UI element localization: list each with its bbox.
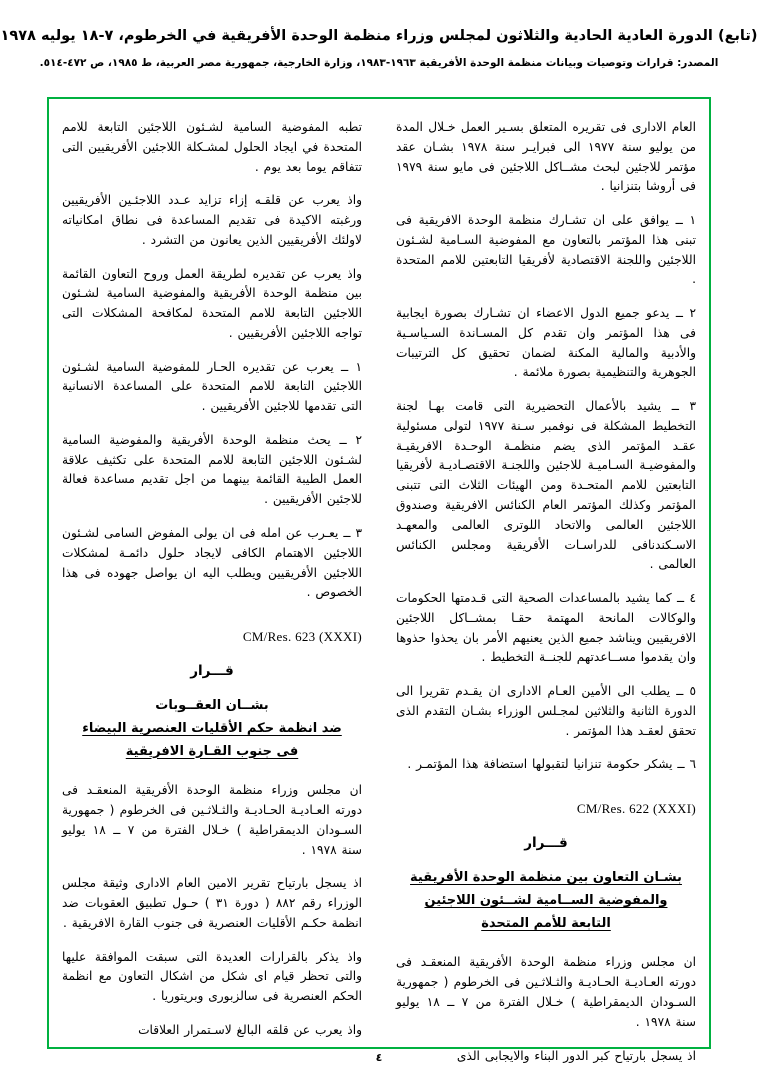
resolution-id: CM/Res. 623 (XXXI) — [242, 629, 362, 645]
paragraph: واذ يعرب عن قلقه البالغ لاسـتمرار العلاقات — [138, 1022, 362, 1037]
paragraph: ٢ ــ يحث منظمة الوحدة الأفريقية والمفوضية السامية لشـئون اللاجئين التابعة للامم المتحدة على تكثيف علاقة العمل الطيبة القائمة بينهما من اجل تقديم مساعدة فعالة للاجئين الأفريقيين . — [62, 432, 362, 507]
resolution-id: CM/Res. 622 (XXXI) — [576, 801, 696, 817]
resolution-subject — [396, 867, 696, 935]
paragraph: اذ يسجل بارتياح كبر الدور البناء والايجابى الذى — [456, 1048, 696, 1063]
paragraph: تطبه المفوضية السامية لشـئون اللاجئين التابعة للامم المتحدة في ايجاد الحلول لمشـكلة اللاجئين الأفريقيين التى تتفاقم يوما بعد يوم . — [62, 120, 362, 174]
two-column-body — [62, 118, 697, 1063]
paragraph: ٢ ــ يدعو جميع الدول الاعضاء ان تشـارك بصورة ايجابية فى هذا المؤتمر وان تقدم كل المسـاندة السـياسـية والأدبية والمالية المكنة لضمان تحقيق كل الترتيبات الجوهرية والتنظيمية بصورة ملائمة . — [396, 306, 696, 380]
paragraph: ٥ ــ يطلب الى الأمين العـام الادارى ان يقـدم تقريرا الى الدورة الثانية والثلاثين لمجـلس الوزراء بشـان التقدم الذى تحقق لعقـد هذا المؤتمر . — [396, 684, 696, 738]
subject-line: التابعة للأمم المتحدة — [481, 915, 611, 931]
paragraph: واذ يذكر بالقرارات العديدة التى سبقت الموافقة عليها والتى تحظر قيام اى شكل من اشكال التعاون مع انظمة الحكم العنصرية فى سالزبورى وبريتوريا . — [62, 949, 362, 1004]
paragraph: ٣ ــ يشيد بالأعمال التحضيرية التى قامت بهـا لجنة التخطيط المشكلة فى نوفمبر سـنة ١٩٧٧ لتولى مسئولية عقـد المؤتمر الذى يضم منظمـة الوحـدة الافريقيـة والمفوضيـة السـاميـة للاجئين واللجنـة الاقتصـاديـة لأفريقيا التابعتين للامم المتحـدة ومن الهيئات الثلاث التى تتبنى المؤتمر وكذلك المؤتمر العام الكنائس الافريقية وصندوق اللاجئين العالمى والاتحاد اللوترى العالمى والمعهـد الاسـكندنافى للدراسـات الأفريقية ومجلس الكنائس العالمى . — [396, 399, 696, 572]
subject-line: بشــان العقــوبات — [155, 698, 269, 714]
resolution-heading: قـــرار — [524, 835, 568, 852]
column-right — [396, 118, 697, 1063]
paragraph: ان مجلس وزراء منظمة الوحدة الأفريقية المنعقـد فى دورته العـاديـة الحـاديـة والثـلاثـين فى الخرطوم ( جمهورية السـودان الديمقراطية ) خـلال الفترة من ٧ ــ ١٨ يوليو سنة ١٩٧٨ . — [62, 783, 363, 857]
subject-line: فى جنوب القـارة الافريقية — [125, 743, 299, 759]
paragraph: ٦ ــ يشكر حكومة تنزانيا لتقبولها استضافة هذا المؤتمـر . — [407, 757, 696, 772]
paragraph: ١ ــ يعرب عن تقديره الحـار للمفوضية السامية لشـئون اللاجئين التابعة للامم المتحدة على المساعدة الانسانية التى تقدمها للاجئين الأفريقيين . — [62, 359, 362, 414]
page-title: (تابع) الدورة العادية الحادية والثلاثون لمجلس وزراء منظمة الوحدة الأفريقية في الخرطوم، ٧-١٨ يوليه ١٩٧٨ — [0, 28, 758, 44]
paragraph: ١ ــ يوافق على ان تشـارك منظمة الوحدة الافريقية فى تبنى هذا المؤتمر بالتعاون مع المفوضية السـامية لشـئون اللاجئين واللجنة الاقتصادية لأفريقيا التابعتين للامم المتحدة . — [396, 213, 696, 287]
source-line: المصدر: ‏قرارات وتوصيات وبيانات منظمة الوحدة الأفريقية ١٩٦٣-١٩٨٣، وزارة الخارجية، جمهورية مصر العربية، ط ١٩٨٥، ص ٤٧٢-٥١٤. — [39, 57, 719, 70]
paragraph: ٣ ــ يعـرب عن امله فى ان يولى المفوض السامى لشـئون اللاجئين الاهتمام الكافى لايجاد حلول دائمـة لمشكلات اللاجئين الأفريقيين ويطلب اليه ان يواصل جهوده فى هذا الخصوص . — [62, 526, 362, 600]
paragraph: ان مجلس وزراء منظمة الوحدة الأفريقية المنعقـد فى دورته العـاديـة الحـاديـة والثـلاثـين فى الخرطوم ( جمهورية السـودان الديمقراطية ) خـلال الفترة من ٧ ــ ١٨ يوليو سنة ١٩٧٨ . — [396, 955, 697, 1029]
paragraph: اذ يسجل بارتياح تقرير الامين العام الادارى وثيقة مجلس الوزراء رقم ٨٨٢ ( دورة ٣١ ) حـول تطبيق العقوبات ضد انظمة حكـم الأقليات العنصرية فى جنوب القارة الافريقية . — [62, 876, 362, 930]
page-number: ٤ — [375, 1051, 383, 1064]
paragraph: ٤ ــ كما يشيد بالمساعدات الصحية التى قـدمتها الحكومات والوكالات المانحة المهتمة حقـا بمشــاكل اللاجئين الافريقيين ويناشد جميع الذين يعنيهم الأمر بان يحذوا حذوها وان يقدموا مســاعدتهم للجنــة التخطيط . — [396, 591, 696, 665]
paragraph: واذ يعرب عن تقديره لطريقة العمل وروح التعاون القائمة بين منظمة الوحدة الأفريقية والمفوضية السامية لشـئون اللاجئين التابعة للامم المتحدة لمكافحة المشكلات التى تواجه اللاجئين الأفريقيين . — [62, 266, 362, 340]
page-header — [0, 26, 758, 71]
subject-line: بشـان التعاون بين منظمة الوحدة الأفريقية — [410, 870, 682, 886]
resolution-heading: قـــرار — [190, 663, 234, 680]
subject-line: ضد انظمة حكم الأقليات العنصرية البيضاء — [82, 720, 342, 736]
resolution-subject — [62, 695, 362, 763]
paragraph: واذ يعرب عن قلقـه إزاء تزايد عـدد اللاجئـين الأفريقيين ورغبته الاكيدة فى تقديم المساعدة فى نطاق امكانياته لاولئك الأفريقيين الذين يعانون من التشرد . — [62, 193, 362, 247]
column-left — [62, 118, 363, 1037]
paragraph: العام الادارى فى تقريره المتعلق بسـير العمل خـلال المدة من يوليو سنة ١٩٧٧ الى فبرايـر سنة ١٩٧٨ بشـان عقد مؤتمر للاجئين لبحث مشــاكل اللاجئين فى مايو سنة ١٩٧٩ فى أروشا بتنزانيا . — [396, 120, 696, 194]
subject-line: والمفوضية الســامية لشــئون اللاجئين — [424, 892, 668, 908]
